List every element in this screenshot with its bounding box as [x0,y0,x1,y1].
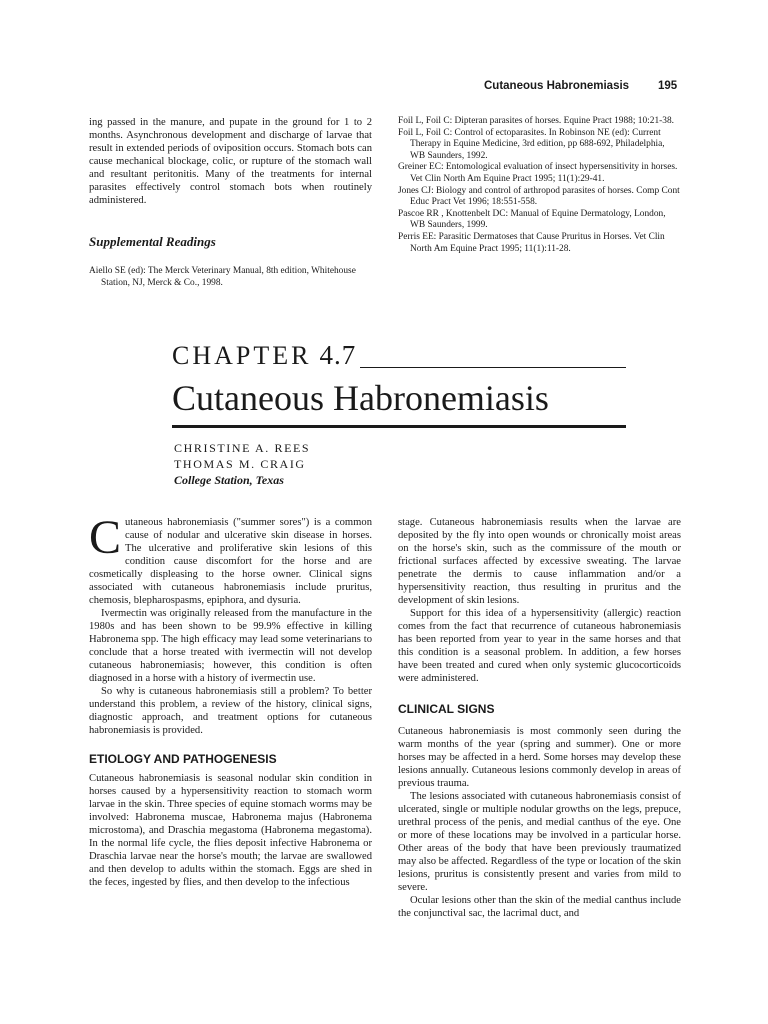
affiliation: College Station, Texas [174,473,284,487]
intro-paragraph-1 [89,511,372,607]
author-2: THOMAS M. CRAIG [174,457,306,471]
reference-item: Foil L, Foil C: Control of ectoparasites. In Robinson NE (ed): Current Therapy in Equine Medicine, 3rd edition, pp 688-692, Philadelphia, WB Saunders, 1992. [398,127,665,161]
title-rule [172,425,626,428]
body-right-column [398,516,681,920]
reading-item: Aiello SE (ed): The Merck Veterinary Manual, 8th edition, Whitehouse Station, NJ, Merck & Co., 1998. [89,266,356,288]
intro-paragraph-1-text: utaneous habronemiasis ("summer sores") is a common cause of nodular and ulcerative skin disease in horses. The ulcerative and proliferative skin lesions of this condition cause discomfort for the horse and are cosmetically displeasing to the horse owner. Clinical signs associated with cutaneous habronemiasis include pruritus, chemosis, blepharospasms, epiphora, and dysuria. [89,517,372,606]
drop-cap: C [89,511,122,564]
clinical-paragraph-1: Cutaneous habronemiasis is most commonly seen during the warm months of the year (spring and summer). One or more horses may be affected in a herd. Some horses may develop these lesions annually. Cutaneous lesions commonly develop in areas of previous trauma. [398,726,681,789]
page-number: 195 [658,80,678,92]
etiology-paragraph: Cutaneous habronemiasis is seasonal nodular skin condition in horses caused by a hypersensitivity reaction to stomach worm larvae in the skin. Three species of equine stomach worms may be involved: Habronema muscae, Habronema majus (Habronema microstoma), and Draschia megastoma (Habronema megastoma). In the normal life cycle, the flies deposit infective Habronema or Draschia larvae near the horse's mouth; the larvae are swallowed and then develop to adults within the stomach. Eggs are shed in the feces, ingested by flies, and then develop to the infectious [89,773,372,888]
reference-item: Pascoe RR , Knottenbelt DC: Manual of Equine Dermatology, London, WB Saunders, 1999. [398,208,666,231]
top-left-paragraph [89,116,372,207]
intro-paragraph-2: Ivermectin was originally released from the manufacture in the 1980s and has been shown to be 99.9% effective in killing Habronema spp. The high efficacy may lead some veterinarians to conclude that a horse treated with ivermectin will not develop cutaneous habronemiasis; however, this condition is often diagnosed in a horse with a history of ivermectin use. [89,608,372,684]
chapter-label [172,340,356,371]
author-1: CHRISTINE A. REES [174,441,311,455]
clinical-paragraph-3: Ocular lesions other than the skin of the medial canthus include the conjunctival sac, the lacrimal duct, and [398,895,681,919]
chapter-word: CHAPTER [172,341,312,370]
supplemental-readings-heading: Supplemental Readings [89,234,216,249]
chapter-rule [360,367,626,368]
intro-paragraph-3: So why is cutaneous habronemiasis still a problem? To better understand this problem, a review of the history, clinical signs, diagnostic approach, and treatment options for cutaneous habronemiasis is provided. [89,686,372,736]
reference-item: Jones CJ: Biology and control of arthropod parasites of horses. Comp Cont Educ Pract Vet 1996; 18:551-558. [398,185,680,208]
running-header-title: Cutaneous Habronemiasis [484,80,630,92]
reference-item: Foil L, Foil C: Dipteran parasites of horses. Equine Pract 1988; 10:21-38. [398,116,675,126]
clinical-paragraph-2: The lesions associated with cutaneous habronemiasis consist of ulcerated, single or multiple nodular growths on the legs, prepuce, urethral process of the penis, and medial canthus of the eye. One or more of these locations may be involved in a particular horse. Other areas of the body that have been previously traumatized may also be affected. Regardless of the type or location of the skin lesions, pruritus is consistently present and varies from mild to severe. [398,791,681,893]
continued-paragraph: ing passed in the manure, and pupate in the ground for 1 to 2 months. Asynchronous development and discharge of larvae that result in extended periods of oviposition occurs. Stomach bots can cause mechanical blockage, colic, or rupture of the stomach wall and resultant peritonitis. Many of the treatments for internal parasites effectively control stomach bots when routinely administered. [89,117,372,206]
body-left-column [89,511,372,889]
references-list [398,116,681,255]
chapter-number: 4.7 [319,340,357,370]
reference-item: Greiner EC: Entomological evaluation of insect hypersensitivity in horses. Vet Clin North Am Equine Pract 1995; 11(1):29-41. [398,162,678,184]
reference-item: Perris EE: Parasitic Dermatoses that Cause Pruritus in Horses. Vet Clin North Am Equine Pract 1995; 11(1):11-28. [398,231,665,254]
chapter-title: Cutaneous Habronemiasis [172,378,549,418]
etiology-heading: ETIOLOGY AND PATHOGENESIS [89,752,277,766]
right-paragraph-2: Support for this idea of a hypersensitivity (allergic) reaction comes from the fact that recurrence of cutaneous habronemiasis has been reported from year to year in the same horses and that this condition is a seasonal problem. In addition, a few horses have been treated and cured when only systemic glucocorticoids were administered. [398,608,681,684]
readings-list [89,266,372,289]
right-paragraph-1: stage. Cutaneous habronemiasis results when the larvae are deposited by the fly into open wounds or chronically moist areas on the horse's skin, such as the commissure of the mouth or frictional surfaces affected by excessive sweating. The larvae penetrate the dermis to cause inflammation and/or a hypersensitivity reaction, thus resulting in pruritus and the development of skin lesions. [398,517,681,606]
clinical-signs-heading: CLINICAL SIGNS [398,702,495,716]
